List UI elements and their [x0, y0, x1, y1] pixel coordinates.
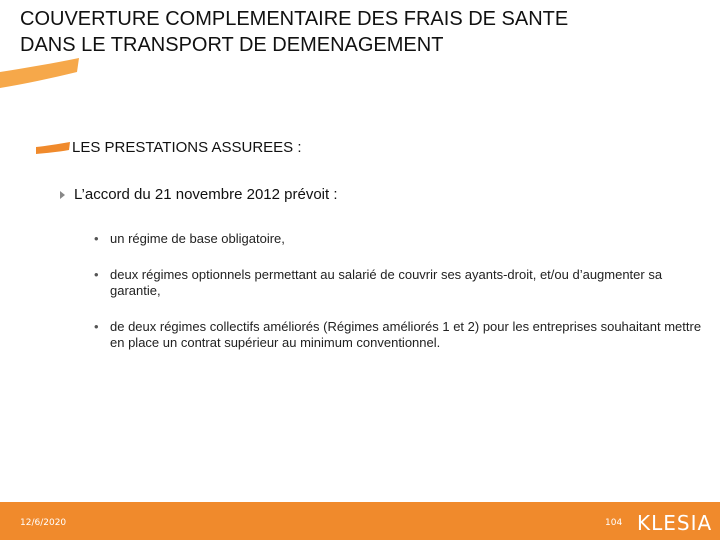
slide-title-line-1: COUVERTURE COMPLEMENTAIRE DES FRAIS DE SANTE — [20, 8, 569, 30]
footer-bar — [0, 502, 720, 540]
level1-item — [60, 186, 338, 203]
bullet-text: deux régimes optionnels permettant au salarié de couvrir ses ayants-droit, et/ou d’augmenter sa garantie, — [110, 267, 663, 298]
slide-title — [20, 6, 700, 58]
level1-text: L’accord du 21 novembre 2012 prévoit : — [74, 186, 338, 203]
bullet-dot-icon: • — [94, 231, 99, 246]
klesia-logo: KLESIA — [637, 511, 713, 535]
bullet-list — [92, 231, 702, 351]
bullet-item — [92, 267, 702, 299]
bullet-item — [92, 231, 702, 247]
page-number: 104 — [605, 518, 623, 528]
section-heading: LES PRESTATIONS ASSUREES : — [72, 139, 302, 156]
bullet-text: de deux régimes collectifs améliorés (Régimes améliorés 1 et 2) pour les entreprises souhaitant mettre en place un contrat supérieur au minimum conventionnel. — [110, 319, 702, 350]
section-marker-icon — [36, 142, 70, 154]
footer-date: 12/6/2020 — [20, 518, 67, 528]
orange-swoosh-decoration — [0, 58, 80, 94]
triangle-bullet-icon — [60, 191, 65, 199]
bullet-item — [92, 319, 702, 351]
bullet-dot-icon: • — [94, 319, 99, 334]
bullet-text: un régime de base obligatoire, — [110, 231, 285, 246]
slide-title-line-2: DANS LE TRANSPORT DE DEMENAGEMENT — [20, 34, 444, 56]
bullet-dot-icon: • — [94, 267, 99, 282]
